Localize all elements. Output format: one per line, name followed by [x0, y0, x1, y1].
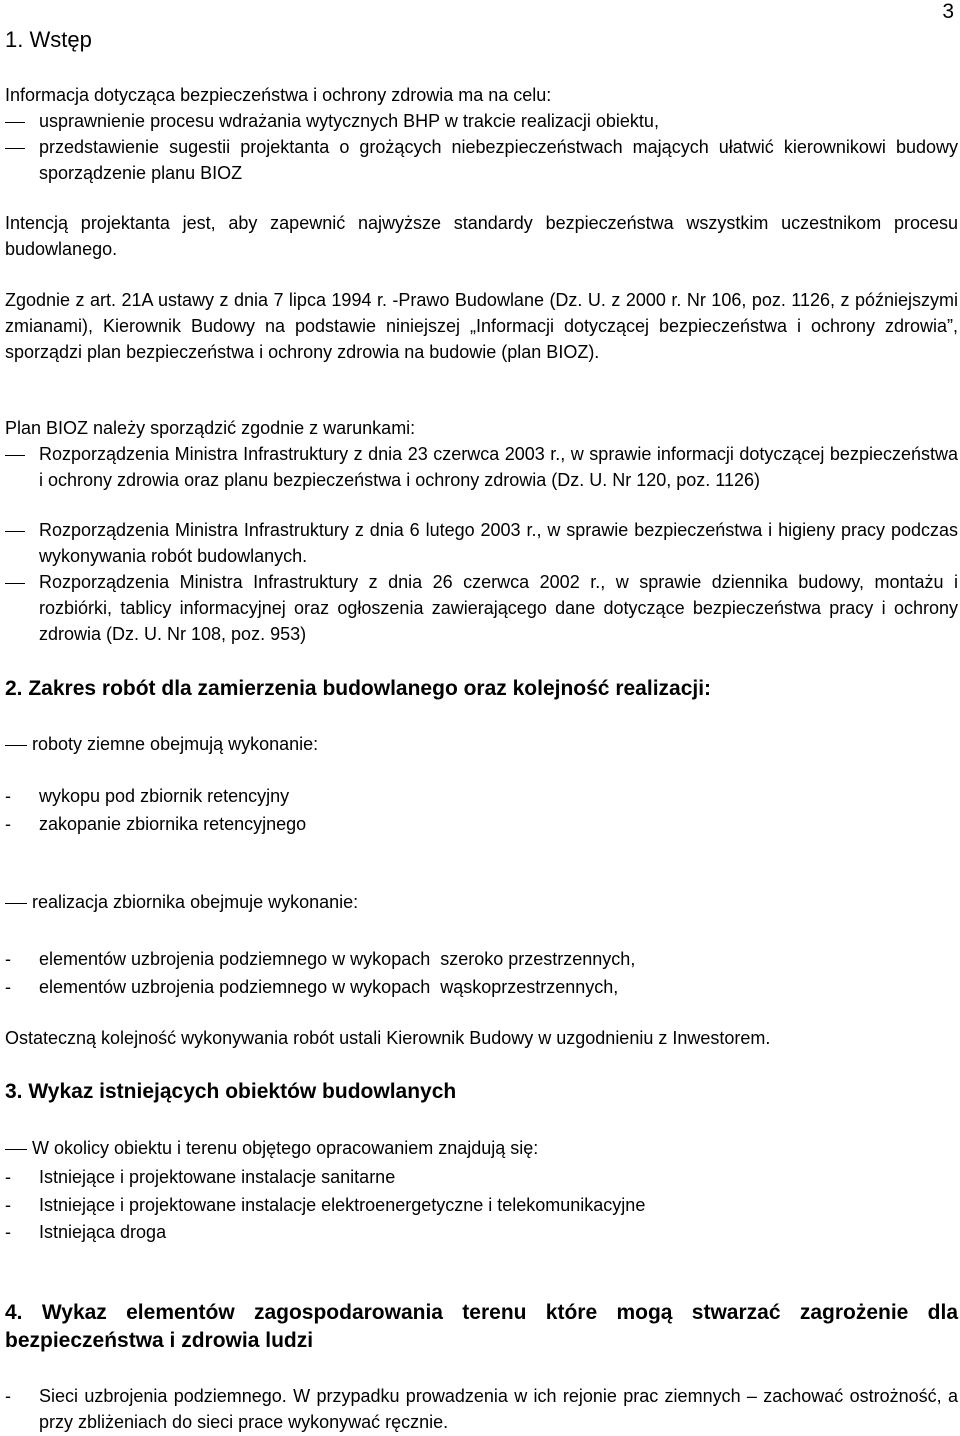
section-1-title: 1. Wstęp	[5, 27, 92, 52]
dash-bullet	[5, 134, 35, 160]
tank-text-part-b: wąskoprzestrzennych,	[440, 977, 619, 997]
dash-bullet	[5, 1135, 35, 1161]
hazard-text: Sieci uzbrojenia podziemnego. W przypadku prowadzenia w ich rejonie prac ziemnych – zachować ostrożność, a przy zbliżeniach do sieci prace wykonywać ręcznie.	[39, 1386, 958, 1432]
tank-item	[5, 946, 958, 972]
condition-item	[5, 441, 958, 493]
existing-object-text: Istniejące i projektowane instalacje elektroenergetyczne i telekomunikacyjne	[39, 1195, 646, 1215]
section-3-title: 3. Wykaz istniejących obiektów budowlanych	[5, 1080, 457, 1103]
condition-item	[5, 569, 958, 647]
hyphen-bullet: -	[5, 1167, 11, 1187]
tank-text	[39, 974, 958, 1000]
intention-paragraph: Intencją projektanta jest, aby zapewnić najwyższe standardy bezpieczeństwa wszystkim uczestnikom procesu budowlanego.	[5, 213, 958, 259]
hyphen-bullet: -	[5, 949, 11, 969]
plan-intro: Plan BIOZ należy sporządzić zgodnie z warunkami:	[5, 418, 416, 438]
dash-bullet	[5, 731, 35, 757]
condition-text: Rozporządzenia Ministra Infrastruktury z dnia 23 czerwca 2003 r., w sprawie informacji dotyczącej bezpieczeństwa i ochrony zdrowia oraz planu bezpieczeństwa i ochrony zdrowia (Dz. U. Nr 120, poz. 1126)	[39, 444, 958, 490]
page-number: 3	[942, 0, 954, 23]
hazard-item	[5, 1383, 958, 1435]
hyphen-bullet: -	[5, 977, 11, 997]
tank-heading-text: realizacja zbiornika obejmuje wykonanie:	[32, 892, 359, 912]
earthworks-text: wykopu pod zbiornik retencyjny	[39, 786, 290, 806]
existing-object-item	[5, 1219, 958, 1245]
existing-object-item	[5, 1164, 958, 1190]
condition-text: Rozporządzenia Ministra Infrastruktury z dnia 26 czerwca 2002 r., w sprawie dziennika budowy, montażu i rozbiórki, tablicy informacyjnej oraz ogłoszenia zawierającego dane dotyczące bezpieczeństwa pracy i ochrony zdrowia (Dz. U. Nr 108, poz. 953)	[39, 572, 958, 644]
tank-text-part-a: elementów uzbrojenia podziemnego w wykopach	[39, 949, 431, 969]
earthworks-item	[5, 811, 958, 837]
hyphen-bullet: -	[5, 814, 11, 834]
section-2-final: Ostateczną kolejność wykonywania robót ustali Kierownik Budowy w uzgodnieniu z Inwestorem.	[5, 1028, 771, 1048]
tank-heading	[5, 889, 958, 915]
tank-item	[5, 974, 958, 1000]
hyphen-bullet: -	[5, 1222, 11, 1242]
condition-text: Rozporządzenia Ministra Infrastruktury z dnia 6 lutego 2003 r., w sprawie bezpieczeństwa i higieny pracy podczas wykonywania robót budowlanych.	[39, 520, 958, 566]
earthworks-text: zakopanie zbiornika retencyjnego	[39, 814, 307, 834]
dash-bullet	[5, 108, 35, 134]
goal-item	[5, 108, 958, 134]
law-paragraph: Zgodnie z art. 21A ustawy z dnia 7 lipca 1994 r. -Prawo Budowlane (Dz. U. z 2000 r. Nr 106, poz. 1126, z późniejszymi zmianami), Kierownik Budowy na podstawie niniejszej „Informacji dotyczącej bezpieczeństwa i ochrony zdrowia”, sporządzi plan bezpieczeństwa i ochrony zdrowia na budowie (plan BIOZ).	[5, 290, 958, 362]
goal-text: przedstawienie sugestii projektanta o grożących niebezpieczeństwach mających ułatwić kierownikowi budowy sporządzenie planu BIOZ	[39, 137, 958, 183]
earthworks-heading	[5, 731, 958, 757]
goal-item	[5, 134, 958, 186]
earthworks-heading-text: roboty ziemne obejmują wykonanie:	[32, 734, 319, 754]
existing-object-text: Istniejąca droga	[39, 1222, 167, 1242]
dash-bullet	[5, 569, 35, 595]
dash-bullet	[5, 441, 35, 467]
dash-bullet	[5, 517, 35, 543]
section-2-title: 2. Zakres robót dla zamierzenia budowlanego oraz kolejność realizacji:	[5, 677, 712, 700]
goal-text: usprawnienie procesu wdrażania wytycznych BHP w trakcie realizacji obiektu,	[39, 111, 659, 131]
existing-object-item	[5, 1192, 958, 1218]
section-4-title: 4. Wykaz elementów zagospodarowania terenu które mogą stwarzać zagrożenie dla bezpieczeństwa i zdrowia ludzi	[5, 1301, 958, 1352]
hyphen-bullet: -	[5, 1386, 11, 1406]
tank-text-part-b: szeroko przestrzennych,	[440, 949, 636, 969]
tank-text	[39, 946, 958, 972]
earthworks-item	[5, 783, 958, 809]
tank-text-part-a: elementów uzbrojenia podziemnego w wykopach	[39, 977, 431, 997]
hyphen-bullet: -	[5, 1195, 11, 1215]
hyphen-bullet: -	[5, 786, 11, 806]
section-1-intro: Informacja dotycząca bezpieczeństwa i ochrony zdrowia ma na celu:	[5, 85, 552, 105]
dash-bullet	[5, 889, 35, 915]
condition-item	[5, 517, 958, 569]
section-3-intro-text: W okolicy obiektu i terenu objętego opracowaniem znajdują się:	[32, 1138, 539, 1158]
existing-object-text: Istniejące i projektowane instalacje sanitarne	[39, 1167, 396, 1187]
section-3-intro	[5, 1135, 958, 1161]
